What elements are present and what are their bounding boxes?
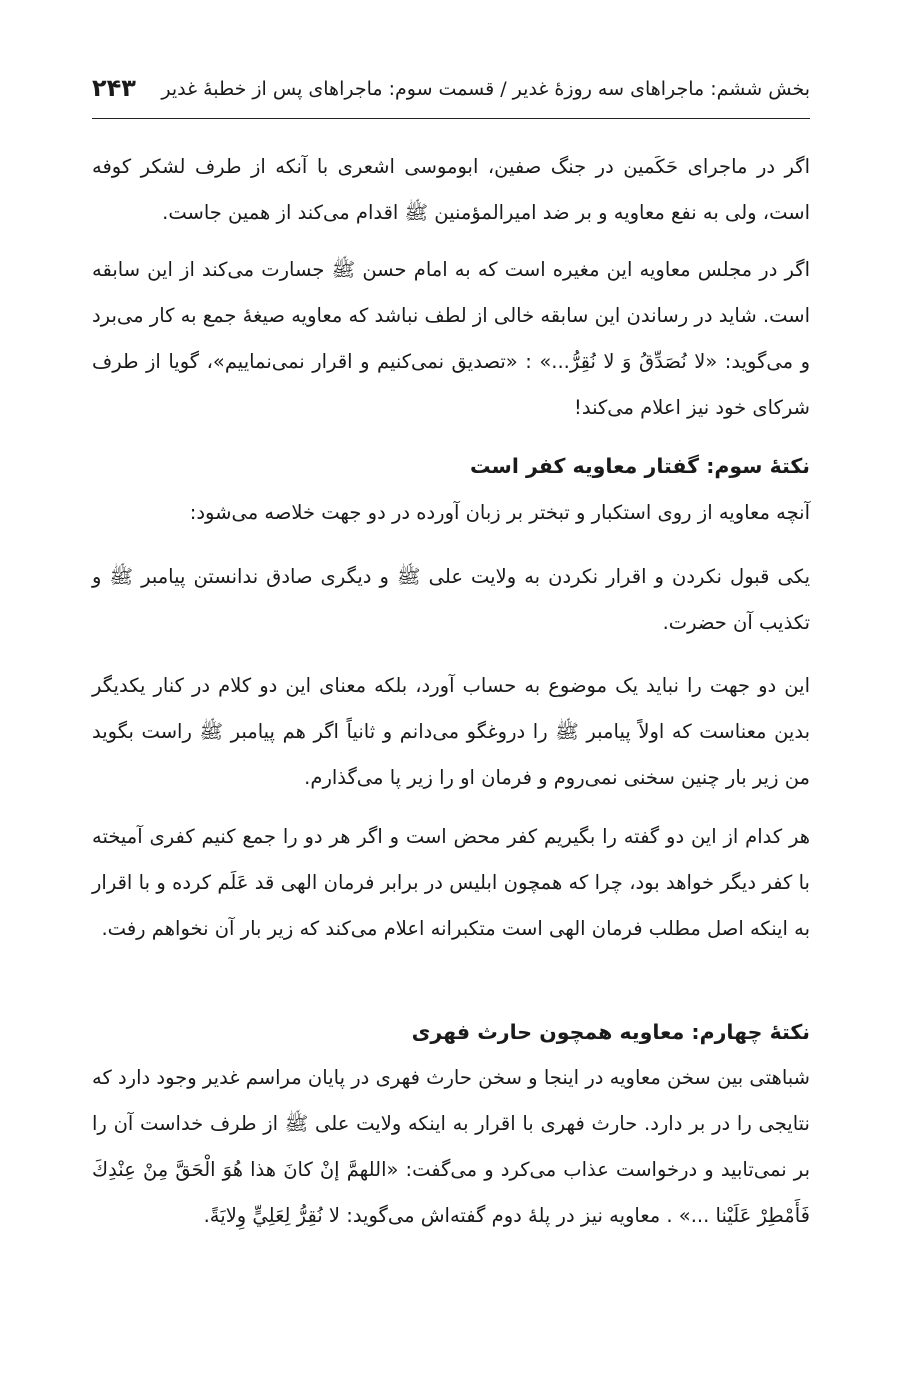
paragraph-2: اگر در مجلس معاویه این مغیره است که به امام حسن ﷺ جسارت می‌کند از این سابقه است. شاید در رساندن این سابقه خالی از لطف نباشد که معاویه صیغهٔ جمع به کار می‌برد و می‌گوید: «لا نُصَدِّقُ وَ لا نُقِرُّ...» : «تصدیق نمی‌کنیم و اقرار نمی‌نماییم»، گویا از طرف شرکای خود نیز اعلام می‌کند! bbox=[92, 258, 810, 419]
section-heading-3: نکتهٔ سوم: گفتار معاویه کفر است bbox=[469, 454, 810, 478]
paragraph-5: این دو جهت را نباید یک موضوع به حساب آورد، بلکه معنای این دو کلام در کنار یکدیگر بدین معناست که اولاً پیامبر ﷺ را دروغگو می‌دانم و ثانیاً اگر هم پیامبر ﷺ راست بگوید من زیر بار چنین سخنی نمی‌روم و فرمان او را زیر پا می‌گذارم. bbox=[92, 674, 810, 789]
section-heading-4: نکتهٔ چهارم: معاویه همچون حارث فهری bbox=[411, 1020, 810, 1044]
book-page bbox=[92, 0, 810, 1390]
paragraph-4: یکی قبول نکردن و اقرار نکردن به ولایت علی ﷺ و دیگری صادق ندانستن پیامبر ﷺ و تکذیب آن حضرت. bbox=[92, 565, 810, 634]
header-title: بخش ششم: ماجراهای سه روزهٔ غدیر / قسمت سوم: ماجراهای پس از خطبهٔ غدیر bbox=[161, 78, 810, 100]
paragraph-6: هر کدام از این دو گفته را بگیریم کفر محض است و اگر هر دو را جمع کنیم کفری آمیخته با کفر دیگر خواهد بود، چرا که همچون ابلیس در برابر فرمان الهی قد عَلَم کرده و با اقرار به اینکه اصل مطلب فرمان الهی است متکبرانه اعلام می‌کند که زیر بار آن نخواهم رفت. bbox=[92, 825, 810, 940]
page-number: ۲۴۳ bbox=[92, 74, 136, 102]
paragraph-1: اگر در ماجرای حَکَمین در جنگ صفین، ابوموسی اشعری با آنکه از طرف لشکر کوفه است، ولی به نفع معاویه و بر ضد امیرالمؤمنین ﷺ اقدام می‌کند از همین جاست. bbox=[92, 155, 810, 224]
running-header bbox=[92, 70, 810, 119]
paragraph-3: آنچه معاویه از روی استکبار و تبختر بر زبان آورده در دو جهت خلاصه می‌شود: bbox=[189, 501, 810, 524]
paragraph-7: شباهتی بین سخن معاویه در اینجا و سخن حارث فهری در پایان مراسم غدیر وجود دارد که نتایجی را در بر دارد. حارث فهری با اقرار به اینکه ولایت علی ﷺ از طرف خداست آن را بر نمی‌تابید و درخواست عذاب می‌کرد و می‌گفت: «اللهمَّ إنْ كانَ هذا هُوَ الْحَقَّ مِنْ عِنْدِكَ فَأَمْطِرْ عَلَيْنا ...» . معاویه نیز در پلهٔ دوم گفته‌اش می‌گوید: لا نُقِرُّ لِعَلِيٍّ وِلايَةً. bbox=[92, 1066, 810, 1227]
